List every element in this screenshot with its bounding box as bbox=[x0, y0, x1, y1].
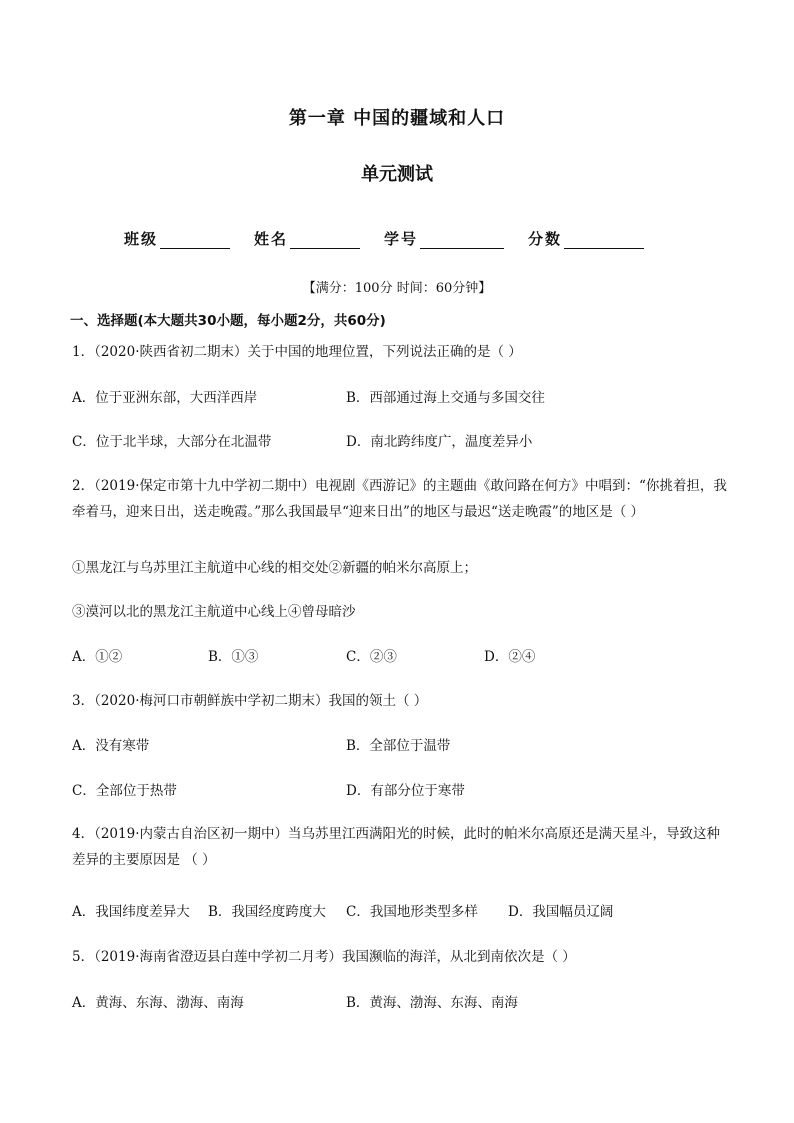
score-label: 分数 bbox=[528, 230, 563, 248]
question-stem: 4．（2019·内蒙古自治区初一期中）当乌苏里江西满阳光的时候，此时的帕米尔高原还是满天星斗，导致这种差异的主要原因是 （ ） bbox=[72, 826, 720, 868]
question-stem: 1．（2020·陕西省初二期末）关于中国的地理位置，下列说法正确的是（ ） bbox=[72, 344, 522, 360]
question-stem: 3．（2020·梅河口市朝鲜族中学初二期末）我国的领土（ ） bbox=[72, 693, 428, 709]
option-d: D．②④ bbox=[484, 649, 536, 665]
option-b: B．我国经度跨度大 bbox=[208, 904, 326, 920]
option-a: A．我国纬度差异大 bbox=[72, 904, 190, 920]
name-label: 姓名 bbox=[254, 230, 289, 248]
option-b: B．西部通过海上交通与多国交往 bbox=[346, 390, 545, 406]
class-blank bbox=[160, 234, 230, 249]
option-c: C．②③ bbox=[346, 649, 397, 665]
option-c: C．位于北半球，大部分在北温带 bbox=[72, 434, 272, 450]
section-title: 一、选择题(本大题共30小题，每小题2分，共60分) bbox=[70, 313, 386, 329]
option-d: D．我国幅员辽阔 bbox=[508, 904, 614, 920]
option-d: D．有部分位于寒带 bbox=[346, 783, 465, 799]
option-a: A．没有寒带 bbox=[72, 738, 150, 754]
name-blank bbox=[290, 234, 360, 249]
option-a: A．①② bbox=[72, 649, 123, 665]
id-label: 学号 bbox=[384, 230, 419, 248]
question-stem: 5．（2019·海南省澄迈县白莲中学初二月考）我国濒临的海洋，从北到南依次是（ ） bbox=[72, 949, 576, 965]
student-info-row bbox=[124, 228, 668, 249]
option-a: A．位于亚洲东部，大西洋西岸 bbox=[72, 390, 258, 406]
option-b: B．黄海、渤海、东海、南海 bbox=[346, 995, 518, 1011]
question-extra-line: ①黑龙江与乌苏里江主航道中心线的相交处②新疆的帕米尔高原上； bbox=[72, 560, 477, 576]
option-c: C．全部位于热带 bbox=[72, 783, 177, 799]
page-subtitle: 单元测试 bbox=[361, 164, 433, 185]
question-extra-line: ③漠河以北的黑龙江主航道中心线上④曾母暗沙 bbox=[72, 604, 356, 620]
exam-meta: 【满分：100分 时间：60分钟】 bbox=[302, 281, 492, 296]
class-label: 班级 bbox=[124, 230, 159, 248]
option-d: D．南北跨纬度广，温度差异小 bbox=[346, 434, 533, 450]
score-blank bbox=[564, 234, 644, 249]
question-stem: 2．（2019·保定市第十九中学初二期中）电视剧《西游记》的主题曲《敢问路在何方》中唱到：“你挑着担，我牵着马，迎来日出，送走晚霞。”那么我国最早“迎来日出”的地区与最迟“送走晚霞”的地区是（ ） bbox=[72, 478, 727, 520]
page-title: 第一章 中国的疆域和人口 bbox=[288, 108, 506, 129]
option-b: B．全部位于温带 bbox=[346, 738, 451, 754]
option-c: C．我国地形类型多样 bbox=[346, 904, 478, 920]
option-b: B．①③ bbox=[208, 649, 259, 665]
option-a: A．黄海、东海、渤海、南海 bbox=[72, 995, 244, 1011]
id-blank bbox=[420, 234, 504, 249]
